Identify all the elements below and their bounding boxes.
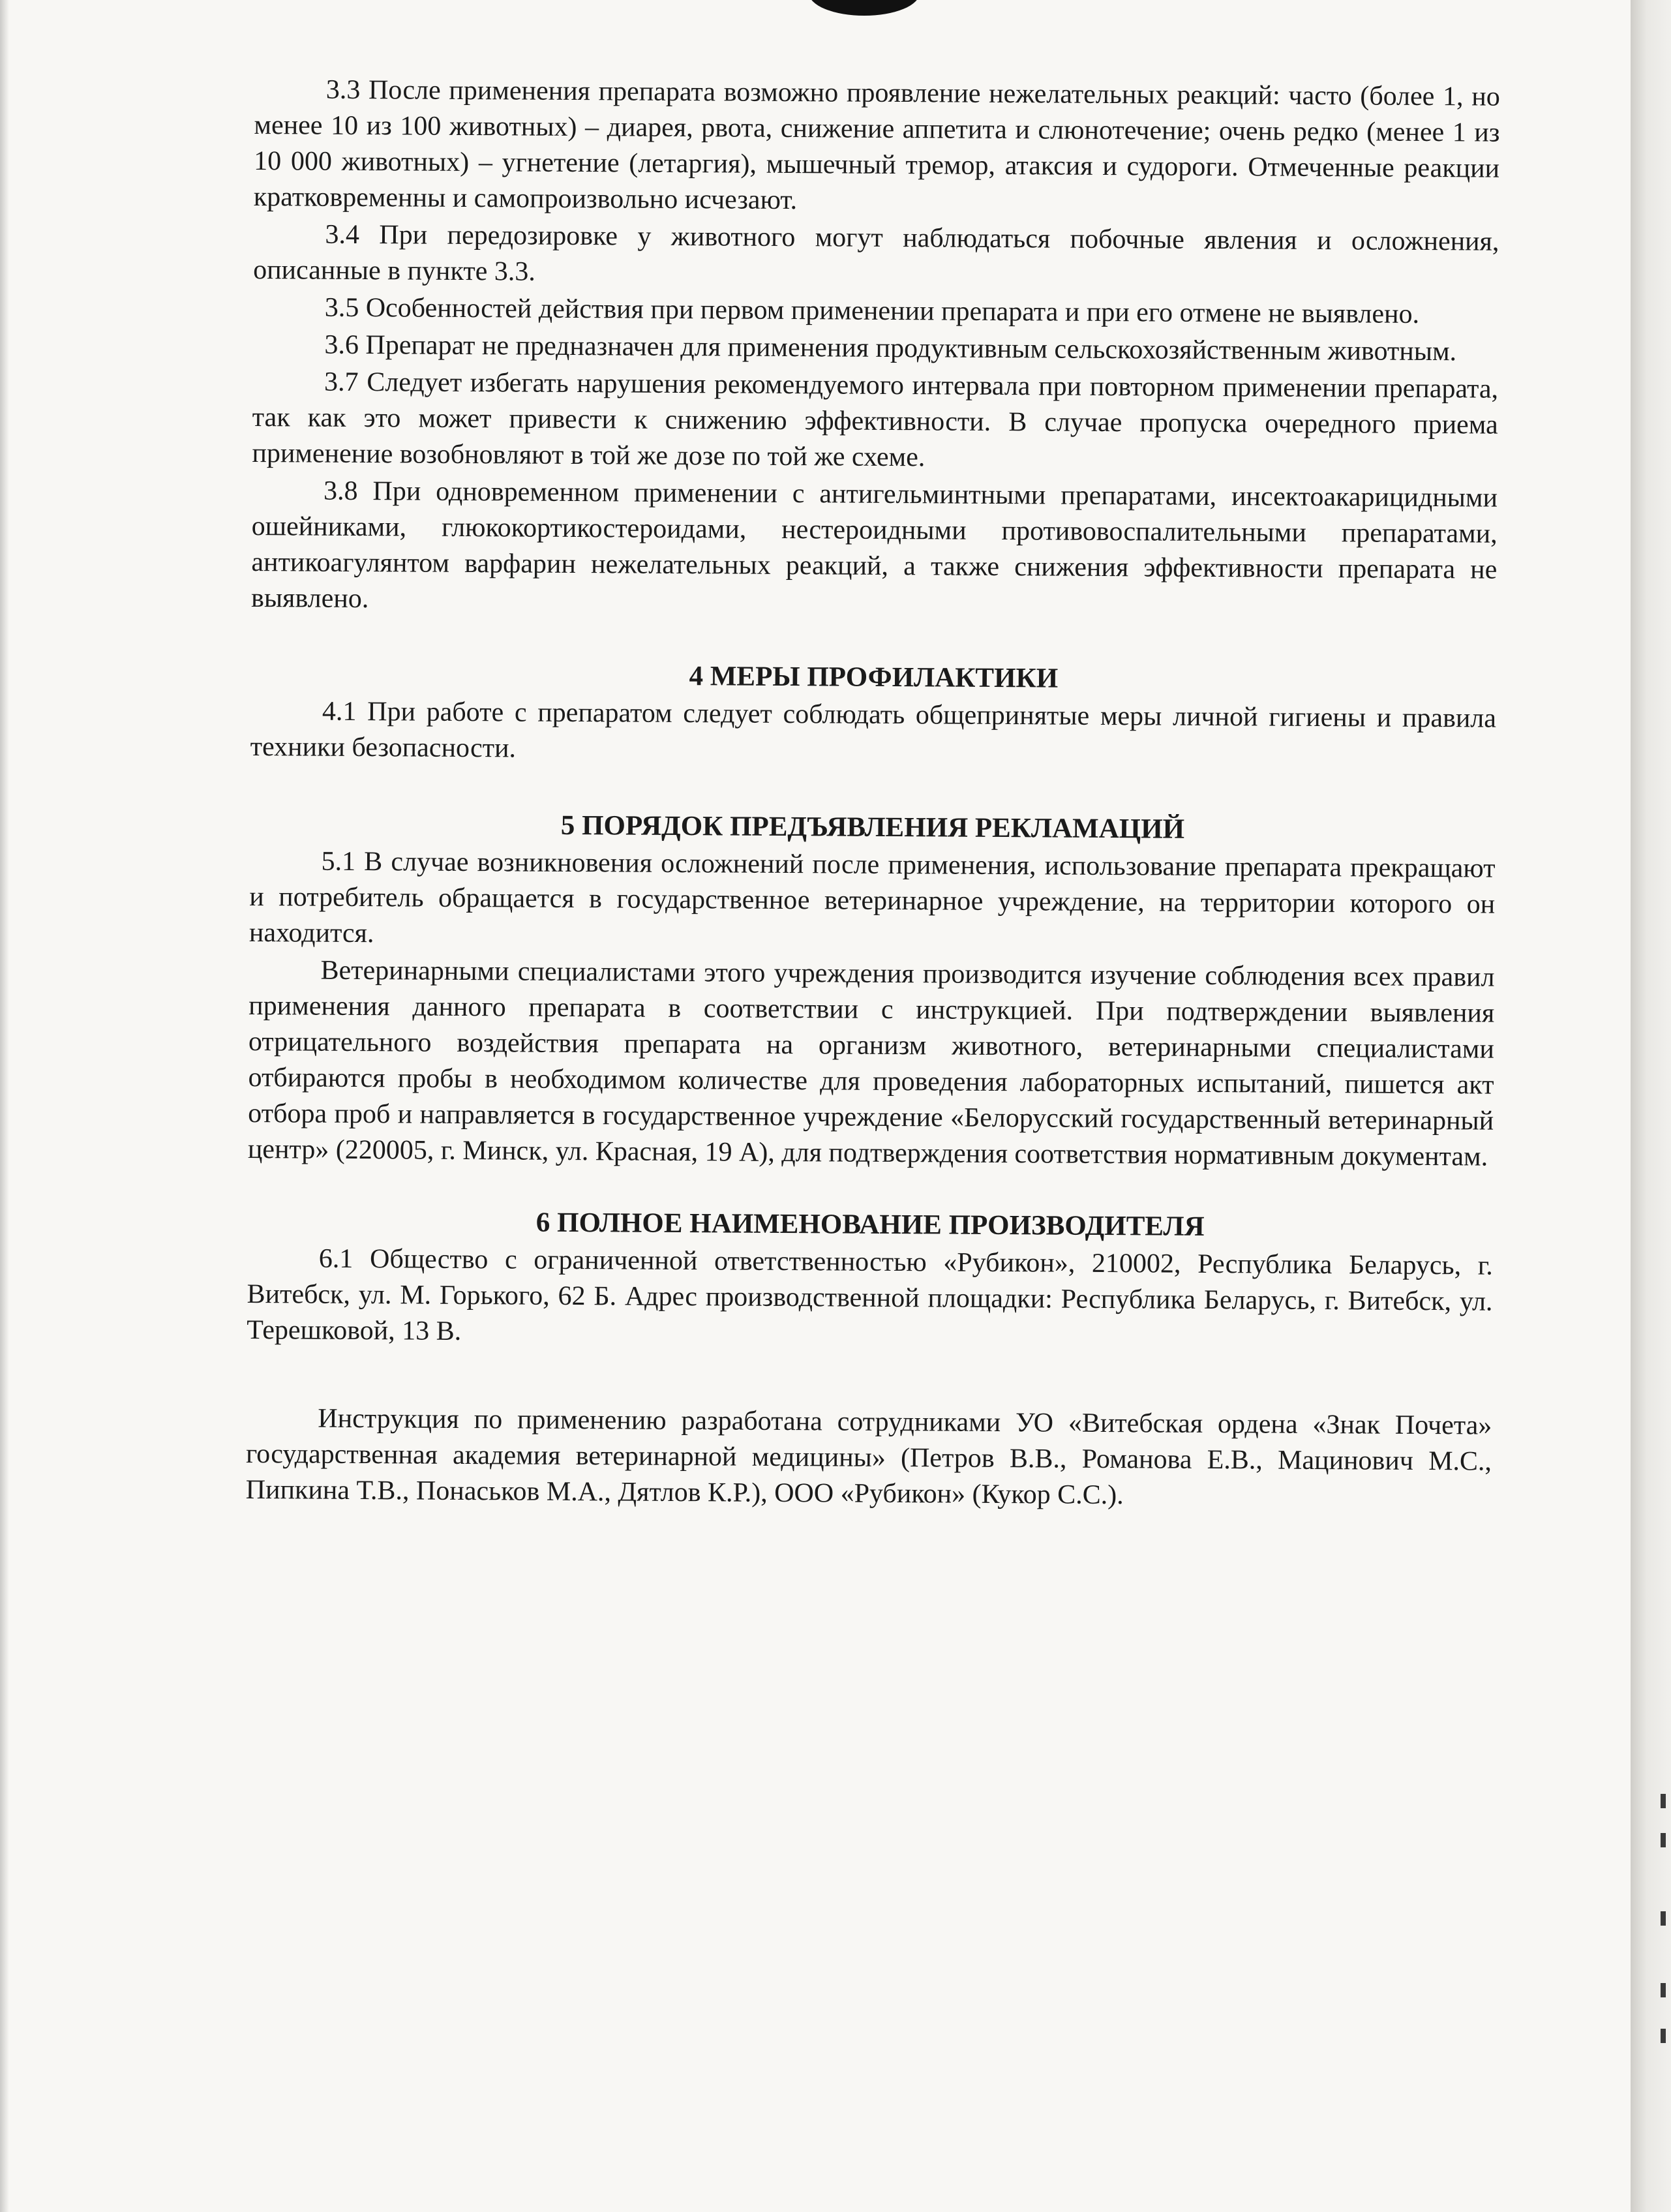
punch-hole — [809, 0, 920, 16]
edge-mark — [1661, 2029, 1666, 2043]
section-6-title: 6 ПОЛНОЕ НАИМЕНОВАНИЕ ПРОИЗВОДИТЕЛЯ — [535, 1207, 1205, 1242]
paragraph-3-6: 3.6 Препарат не предназначен для применения продуктивным сельскохозяйственным животным. — [324, 329, 1457, 367]
paragraph-3-5: 3.5 Особенностей действия при первом применении препарата и при его отмене не выявлено. — [324, 292, 1420, 329]
edge-mark — [1661, 1794, 1666, 1808]
document-body — [246, 72, 1500, 1516]
edge-mark — [1661, 1983, 1666, 1997]
credits-paragraph: Инструкция по применению разработана сотрудниками УО «Витебская ордена «Знак Почета» государственная академия ветеринарной медицины» (Петров В.В., Романова Е.В., Мацинович М.С., Пипкина Т.В., Понаськов М.А., Дятлов К.Р.), ООО «Рубикон» (Кукор С.С.). — [245, 1403, 1492, 1511]
paragraph-3-8: 3.8 При одновременном применении с антигельминтными препаратами, инсектоакарицидными ошейниками, глюкокортикостероидами, нестероидными противовоспалительными препаратами, антикоагулянтом варфарин нежелательных реакций, а также снижения эффективности препарата не выявлено. — [250, 476, 1498, 614]
section-5-title: 5 ПОРЯДОК ПРЕДЪЯВЛЕНИЯ РЕКЛАМАЦИЙ — [560, 810, 1185, 845]
paragraph-6-1: 6.1 Общество с ограниченной ответственностью «Рубикон», 210002, Республика Беларусь, г. Витебск, ул. М. Горького, 62 Б. Адрес производственной площадки: Республика Беларусь, г. Витебск, ул. Терешковой, 13 В. — [247, 1243, 1493, 1346]
section-4-title: 4 МЕРЫ ПРОФИЛАКТИКИ — [689, 661, 1059, 694]
underlying-page-edge — [1631, 0, 1671, 2212]
paragraph-3-7: 3.7 Следует избегать нарушения рекомендуемого интервала при повторном применении препарата, так как это может привести к снижению эффективности. В случае пропуска очередного приема применение возобновляют в той же дозе по той же схеме. — [252, 367, 1499, 473]
edge-mark — [1661, 1833, 1666, 1847]
paragraph-5-2: Ветеринарными специалистами этого учреждения производится изучение соблюдения всех правил применения данного препарата в соответствии с инструкцией. При подтверждении выявления отрицательного воздействия препарата на организм животного, ветеринарными специалистами отбираются пробы в необходимом количестве для проведения лабораторных испытаний, пишется акт отбора проб и направляется в государственное учреждение «Белорусский государственный ветеринарный центр» (220005, г. Минск, ул. Красная, 19 А), для подтверждения соответствия нормативным документам. — [247, 955, 1495, 1172]
edge-mark — [1661, 1911, 1666, 1926]
paragraph-5-1: 5.1 В случае возникновения осложнений после применения, использование препарата прекращают и потребитель обращается в государственное ветеринарное учреждение, на территории которого он находится. — [248, 846, 1496, 949]
paragraph-3-3: 3.3 После применения препарата возможно проявление нежелательных реакций: часто (более 1, но менее 10 из 100 животных) – диарея, рвота, снижение аппетита и слюнотечение; очень редко (менее 1 из 10 000 животных) – угнетение (летаргия), мышечный тремор, атаксия и судороги. Отмеченные реакции кратковременны и самопроизвольно исчезают. — [253, 74, 1500, 216]
paragraph-4-1: 4.1 При работе с препаратом следует соблюдать общепринятые меры личной гигиены и правила техники безопасности. — [250, 696, 1497, 764]
page-shadow — [0, 0, 9, 2212]
paragraph-3-4: 3.4 При передозировке у животного могут наблюдаться побочные явления и осложнения, описанные в пункте 3.3. — [253, 219, 1499, 287]
